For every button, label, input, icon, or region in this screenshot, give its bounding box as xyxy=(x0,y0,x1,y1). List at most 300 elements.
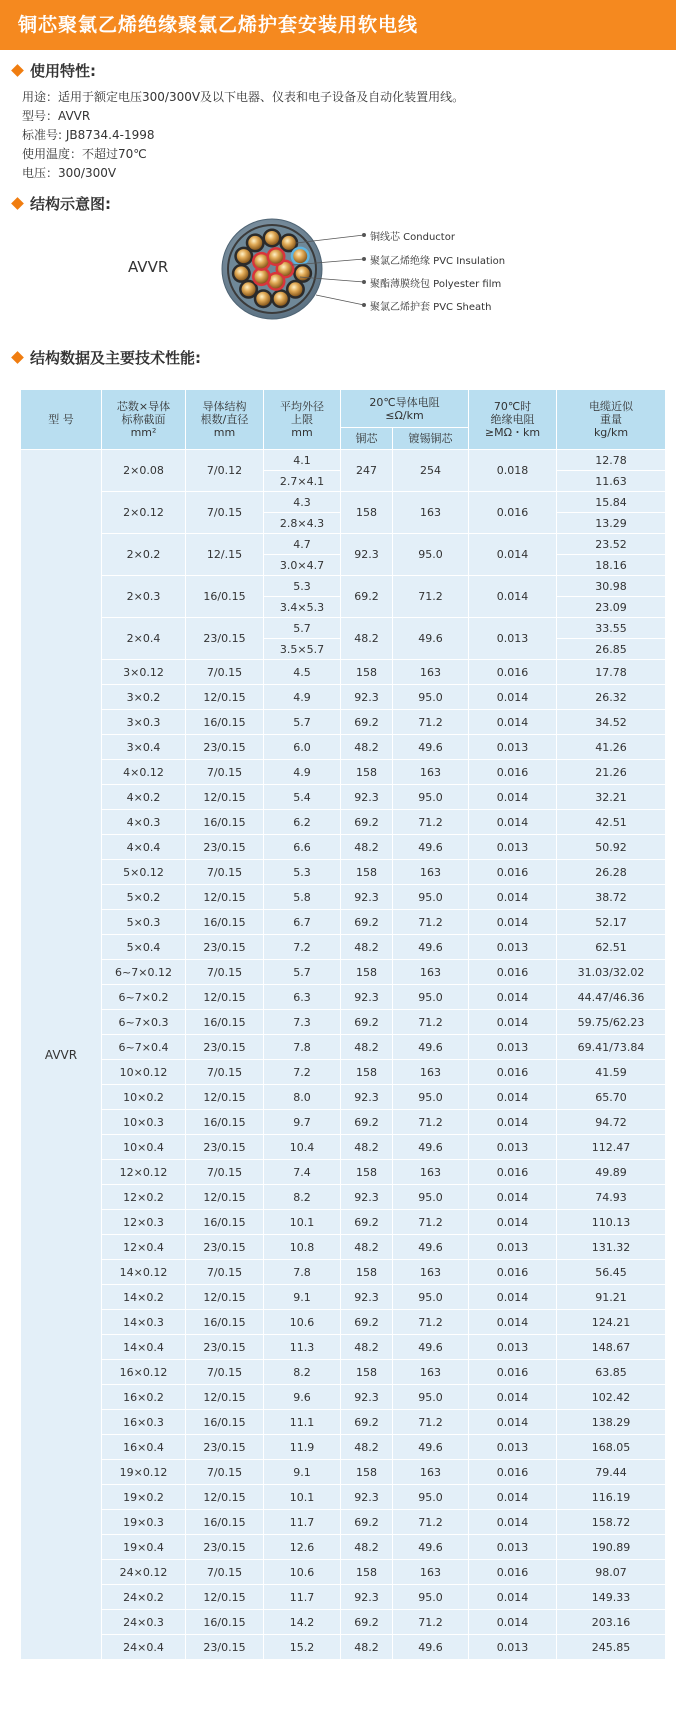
insulation-cell: 0.016 xyxy=(469,660,557,685)
weight-cell: 63.85 xyxy=(557,1360,666,1385)
cable-diagram-svg xyxy=(0,215,676,325)
diamond-bullet-icon xyxy=(11,64,24,77)
copper-resistance-cell: 92.3 xyxy=(341,785,393,810)
diamond-bullet-icon xyxy=(11,197,24,210)
table-row xyxy=(21,450,666,471)
weight-cell: 62.51 xyxy=(557,935,666,960)
table-row xyxy=(21,1310,666,1335)
spec-table-body xyxy=(21,450,666,1660)
header-cores: 芯数×导体 标称截面 mm² xyxy=(102,390,186,450)
spec-cell: 16×0.12 xyxy=(102,1360,186,1385)
copper-resistance-cell: 92.3 xyxy=(341,1385,393,1410)
table-row xyxy=(21,492,666,513)
structure-cell: 16/0.15 xyxy=(186,1010,264,1035)
structure-cell: 7/0.15 xyxy=(186,760,264,785)
diameter-cell: 7.8 xyxy=(264,1035,341,1060)
diameter-cell: 6.3 xyxy=(264,985,341,1010)
spec-cell: 5×0.12 xyxy=(102,860,186,885)
spec-list xyxy=(22,88,464,183)
structure-cell: 7/0.15 xyxy=(186,860,264,885)
diameter-cell: 5.3 xyxy=(264,860,341,885)
tinned-resistance-cell: 71.2 xyxy=(393,910,469,935)
weight-cell: 38.72 xyxy=(557,885,666,910)
spec-table-wrapper xyxy=(20,389,665,1660)
weight-cell: 17.78 xyxy=(557,660,666,685)
copper-resistance-cell: 92.3 xyxy=(341,534,393,576)
structure-cell: 7/0.15 xyxy=(186,1160,264,1185)
table-row xyxy=(21,1135,666,1160)
weight-cell: 52.17 xyxy=(557,910,666,935)
structure-cell: 23/0.15 xyxy=(186,1535,264,1560)
spec-cell: 14×0.12 xyxy=(102,1260,186,1285)
copper-resistance-cell: 48.2 xyxy=(341,618,393,660)
spec-cell: 2×0.3 xyxy=(102,576,186,618)
callout-conductor: 铜线芯 Conductor xyxy=(370,232,455,243)
tinned-resistance-cell: 95.0 xyxy=(393,1085,469,1110)
insulation-cell: 0.014 xyxy=(469,1610,557,1635)
copper-core xyxy=(234,266,248,280)
spec-cell: 2×0.08 xyxy=(102,450,186,492)
diameter-cell: 12.6 xyxy=(264,1535,341,1560)
weight-cell: 98.07 xyxy=(557,1560,666,1585)
model-cell: AVVR xyxy=(21,450,102,1660)
weight-cell: 15.84 xyxy=(557,492,666,513)
copper-resistance-cell: 48.2 xyxy=(341,1335,393,1360)
table-row xyxy=(21,1110,666,1135)
tinned-resistance-cell: 49.6 xyxy=(393,1635,469,1660)
diameter-cell: 7.2 xyxy=(264,1060,341,1085)
insulation-cell: 0.014 xyxy=(469,1210,557,1235)
table-row xyxy=(21,935,666,960)
structure-cell: 7/0.15 xyxy=(186,1260,264,1285)
copper-resistance-cell: 92.3 xyxy=(341,685,393,710)
copper-core xyxy=(248,236,262,250)
table-row xyxy=(21,1235,666,1260)
structure-cell: 7/0.15 xyxy=(186,1060,264,1085)
weight-cell: 12.78 xyxy=(557,450,666,471)
diameter-cell: 11.1 xyxy=(264,1410,341,1435)
diameter-cell: 14.2 xyxy=(264,1610,341,1635)
spec-cell: 12×0.4 xyxy=(102,1235,186,1260)
weight-cell: 23.52 xyxy=(557,534,666,555)
weight-cell: 59.75/62.23 xyxy=(557,1010,666,1035)
table-row xyxy=(21,576,666,597)
diameter-cell: 2.7×4.1 xyxy=(264,471,341,492)
tinned-resistance-cell: 95.0 xyxy=(393,534,469,576)
structure-cell: 7/0.15 xyxy=(186,1460,264,1485)
structure-cell: 12/0.15 xyxy=(186,1085,264,1110)
table-row xyxy=(21,1435,666,1460)
insulation-cell: 0.014 xyxy=(469,1585,557,1610)
spec-cell: 19×0.2 xyxy=(102,1485,186,1510)
section-structure xyxy=(10,193,111,214)
insulation-cell: 0.013 xyxy=(469,1635,557,1660)
weight-cell: 94.72 xyxy=(557,1110,666,1135)
table-row xyxy=(21,835,666,860)
spec-cell: 6~7×0.3 xyxy=(102,1010,186,1035)
weight-cell: 124.21 xyxy=(557,1310,666,1335)
tinned-resistance-cell: 71.2 xyxy=(393,1110,469,1135)
diameter-cell: 15.2 xyxy=(264,1635,341,1660)
structure-cell: 23/0.15 xyxy=(186,835,264,860)
tinned-resistance-cell: 95.0 xyxy=(393,785,469,810)
copper-core xyxy=(288,282,302,296)
insulation-cell: 0.014 xyxy=(469,1185,557,1210)
table-row xyxy=(21,735,666,760)
table-row xyxy=(21,1410,666,1435)
copper-resistance-cell: 69.2 xyxy=(341,810,393,835)
table-row xyxy=(21,1360,666,1385)
header-res-copper: 铜芯 xyxy=(341,428,393,450)
diameter-cell: 11.7 xyxy=(264,1585,341,1610)
diameter-cell: 10.4 xyxy=(264,1135,341,1160)
diameter-cell: 9.1 xyxy=(264,1460,341,1485)
tinned-resistance-cell: 49.6 xyxy=(393,735,469,760)
table-row xyxy=(21,660,666,685)
insulation-cell: 0.016 xyxy=(469,1060,557,1085)
spec-cell: 4×0.2 xyxy=(102,785,186,810)
spec-cell: 16×0.3 xyxy=(102,1410,186,1435)
spec-cell: 24×0.3 xyxy=(102,1610,186,1635)
spec-cell: 12×0.3 xyxy=(102,1210,186,1235)
tinned-resistance-cell: 71.2 xyxy=(393,1210,469,1235)
insulation-cell: 0.014 xyxy=(469,1485,557,1510)
insulation-cell: 0.016 xyxy=(469,860,557,885)
header-model: 型 号 xyxy=(21,390,102,450)
copper-resistance-cell: 158 xyxy=(341,860,393,885)
structure-cell: 7/0.15 xyxy=(186,960,264,985)
weight-cell: 112.47 xyxy=(557,1135,666,1160)
diameter-cell: 7.3 xyxy=(264,1010,341,1035)
diameter-cell: 9.1 xyxy=(264,1285,341,1310)
spec-cell: 4×0.3 xyxy=(102,810,186,835)
copper-resistance-cell: 48.2 xyxy=(341,835,393,860)
tinned-resistance-cell: 95.0 xyxy=(393,985,469,1010)
diameter-cell: 4.9 xyxy=(264,685,341,710)
insulation-cell: 0.014 xyxy=(469,985,557,1010)
diameter-cell: 9.7 xyxy=(264,1110,341,1135)
spec-cell: 24×0.2 xyxy=(102,1585,186,1610)
spec-table xyxy=(20,389,666,1660)
insulation-cell: 0.014 xyxy=(469,534,557,576)
weight-cell: 131.32 xyxy=(557,1235,666,1260)
weight-cell: 50.92 xyxy=(557,835,666,860)
copper-core xyxy=(237,249,251,263)
spec-cell: 3×0.2 xyxy=(102,685,186,710)
tinned-resistance-cell: 49.6 xyxy=(393,835,469,860)
copper-resistance-cell: 48.2 xyxy=(341,1135,393,1160)
table-row xyxy=(21,1535,666,1560)
diameter-cell: 4.9 xyxy=(264,760,341,785)
header-res-tinned: 镀锡铜芯 xyxy=(393,428,469,450)
copper-core xyxy=(254,254,268,268)
page-title: 铜芯聚氯乙烯绝缘聚氯乙烯护套安装用软电线 xyxy=(0,0,676,50)
insulation-cell: 0.013 xyxy=(469,735,557,760)
copper-resistance-cell: 92.3 xyxy=(341,1185,393,1210)
weight-cell: 11.63 xyxy=(557,471,666,492)
table-row xyxy=(21,710,666,735)
table-row xyxy=(21,885,666,910)
spec-cell: 3×0.4 xyxy=(102,735,186,760)
weight-cell: 102.42 xyxy=(557,1385,666,1410)
copper-core xyxy=(282,236,296,250)
structure-cell: 12/0.15 xyxy=(186,1185,264,1210)
diameter-cell: 10.6 xyxy=(264,1310,341,1335)
table-row xyxy=(21,1610,666,1635)
copper-resistance-cell: 48.2 xyxy=(341,1635,393,1660)
structure-cell: 16/0.15 xyxy=(186,710,264,735)
table-row xyxy=(21,1035,666,1060)
spec-cell: 5×0.2 xyxy=(102,885,186,910)
structure-cell: 23/0.15 xyxy=(186,935,264,960)
insulation-cell: 0.014 xyxy=(469,576,557,618)
structure-cell: 7/0.15 xyxy=(186,660,264,685)
callout-sheath: 聚氯乙烯护套 PVC Sheath xyxy=(370,302,492,313)
table-row xyxy=(21,1010,666,1035)
insulation-cell: 0.014 xyxy=(469,1010,557,1035)
diameter-cell: 7.2 xyxy=(264,935,341,960)
copper-resistance-cell: 92.3 xyxy=(341,1085,393,1110)
table-row xyxy=(21,1335,666,1360)
copper-resistance-cell: 158 xyxy=(341,1060,393,1085)
diameter-cell: 6.0 xyxy=(264,735,341,760)
table-row xyxy=(21,1560,666,1585)
tinned-resistance-cell: 163 xyxy=(393,1060,469,1085)
insulation-cell: 0.013 xyxy=(469,618,557,660)
weight-cell: 74.93 xyxy=(557,1185,666,1210)
tinned-resistance-cell: 95.0 xyxy=(393,885,469,910)
tinned-resistance-cell: 163 xyxy=(393,760,469,785)
weight-cell: 65.70 xyxy=(557,1085,666,1110)
tinned-resistance-cell: 71.2 xyxy=(393,1610,469,1635)
insulation-cell: 0.013 xyxy=(469,1235,557,1260)
insulation-cell: 0.016 xyxy=(469,960,557,985)
structure-cell: 23/0.15 xyxy=(186,618,264,660)
weight-cell: 190.89 xyxy=(557,1535,666,1560)
spec-cell: 19×0.4 xyxy=(102,1535,186,1560)
tinned-resistance-cell: 163 xyxy=(393,1460,469,1485)
table-row xyxy=(21,1385,666,1410)
header-structure: 导体结构 根数/直径 mm xyxy=(186,390,264,450)
insulation-cell: 0.013 xyxy=(469,935,557,960)
weight-cell: 49.89 xyxy=(557,1160,666,1185)
spec-cell: 10×0.3 xyxy=(102,1110,186,1135)
structure-cell: 7/0.15 xyxy=(186,1360,264,1385)
weight-cell: 148.67 xyxy=(557,1335,666,1360)
tinned-resistance-cell: 163 xyxy=(393,492,469,534)
copper-core xyxy=(269,274,283,288)
structure-cell: 12/0.15 xyxy=(186,785,264,810)
copper-resistance-cell: 69.2 xyxy=(341,1210,393,1235)
spec-cell: 2×0.12 xyxy=(102,492,186,534)
spec-cell: 4×0.4 xyxy=(102,835,186,860)
diameter-cell: 3.4×5.3 xyxy=(264,597,341,618)
spec-cell: 10×0.12 xyxy=(102,1060,186,1085)
structure-cell: 16/0.15 xyxy=(186,910,264,935)
structure-cell: 23/0.15 xyxy=(186,1635,264,1660)
diameter-cell: 5.8 xyxy=(264,885,341,910)
insulation-cell: 0.014 xyxy=(469,1285,557,1310)
insulation-cell: 0.014 xyxy=(469,1310,557,1335)
tinned-resistance-cell: 95.0 xyxy=(393,1385,469,1410)
spec-line: 电压：300/300V xyxy=(22,166,117,180)
copper-resistance-cell: 158 xyxy=(341,1460,393,1485)
diameter-cell: 3.5×5.7 xyxy=(264,639,341,660)
weight-cell: 41.59 xyxy=(557,1060,666,1085)
structure-cell: 16/0.15 xyxy=(186,1410,264,1435)
structure-cell: 12/0.15 xyxy=(186,1385,264,1410)
weight-cell: 168.05 xyxy=(557,1435,666,1460)
table-row xyxy=(21,1185,666,1210)
header-weight: 电缆近似 重量 kg/km xyxy=(557,390,666,450)
spec-line: 使用温度：不超过70℃ xyxy=(22,147,147,161)
diameter-cell: 10.8 xyxy=(264,1235,341,1260)
diameter-cell: 8.0 xyxy=(264,1085,341,1110)
insulation-cell: 0.014 xyxy=(469,810,557,835)
copper-resistance-cell: 48.2 xyxy=(341,1535,393,1560)
spec-cell: 3×0.3 xyxy=(102,710,186,735)
insulation-cell: 0.016 xyxy=(469,1560,557,1585)
header-diameter: 平均外径 上限 mm xyxy=(264,390,341,450)
structure-cell: 23/0.15 xyxy=(186,735,264,760)
copper-resistance-cell: 247 xyxy=(341,450,393,492)
copper-resistance-cell: 158 xyxy=(341,660,393,685)
tinned-resistance-cell: 95.0 xyxy=(393,685,469,710)
copper-resistance-cell: 69.2 xyxy=(341,1610,393,1635)
weight-cell: 56.45 xyxy=(557,1260,666,1285)
section-data-label: 结构数据及主要技术性能: xyxy=(30,349,201,367)
structure-cell: 16/0.15 xyxy=(186,1210,264,1235)
copper-resistance-cell: 69.2 xyxy=(341,1410,393,1435)
weight-cell: 42.51 xyxy=(557,810,666,835)
table-row xyxy=(21,1260,666,1285)
spec-cell: 12×0.2 xyxy=(102,1185,186,1210)
weight-cell: 149.33 xyxy=(557,1585,666,1610)
table-row xyxy=(21,1510,666,1535)
copper-core xyxy=(254,270,268,284)
spec-line: 用途：适用于额定电压300/300V及以下电器、仪表和电子设备及自动化装置用线。 xyxy=(22,90,465,104)
insulation-cell: 0.016 xyxy=(469,1460,557,1485)
cable-icon xyxy=(222,219,322,319)
insulation-cell: 0.014 xyxy=(469,685,557,710)
diameter-cell: 7.4 xyxy=(264,1160,341,1185)
tinned-resistance-cell: 95.0 xyxy=(393,1585,469,1610)
diameter-cell: 11.3 xyxy=(264,1335,341,1360)
spec-cell: 3×0.12 xyxy=(102,660,186,685)
spec-cell: 6~7×0.2 xyxy=(102,985,186,1010)
insulation-cell: 0.014 xyxy=(469,1510,557,1535)
table-row xyxy=(21,1485,666,1510)
cable-cross-section-diagram xyxy=(0,215,676,325)
table-row xyxy=(21,1210,666,1235)
structure-cell: 16/0.15 xyxy=(186,1510,264,1535)
structure-cell: 23/0.15 xyxy=(186,1135,264,1160)
insulation-cell: 0.013 xyxy=(469,835,557,860)
spec-cell: 5×0.4 xyxy=(102,935,186,960)
copper-core xyxy=(242,282,256,296)
structure-cell: 16/0.15 xyxy=(186,1610,264,1635)
diameter-cell: 4.3 xyxy=(264,492,341,513)
copper-resistance-cell: 158 xyxy=(341,1160,393,1185)
insulation-cell: 0.013 xyxy=(469,1535,557,1560)
table-row xyxy=(21,1585,666,1610)
diameter-cell: 8.2 xyxy=(264,1185,341,1210)
section-data xyxy=(10,347,201,368)
copper-resistance-cell: 158 xyxy=(341,960,393,985)
weight-cell: 110.13 xyxy=(557,1210,666,1235)
spec-cell: 10×0.4 xyxy=(102,1135,186,1160)
tinned-resistance-cell: 49.6 xyxy=(393,1135,469,1160)
diamond-bullet-icon xyxy=(11,351,24,364)
copper-resistance-cell: 48.2 xyxy=(341,935,393,960)
copper-resistance-cell: 92.3 xyxy=(341,985,393,1010)
spec-cell: 6~7×0.12 xyxy=(102,960,186,985)
tinned-resistance-cell: 254 xyxy=(393,450,469,492)
weight-cell: 18.16 xyxy=(557,555,666,576)
tinned-resistance-cell: 95.0 xyxy=(393,1285,469,1310)
tinned-resistance-cell: 163 xyxy=(393,1360,469,1385)
weight-cell: 138.29 xyxy=(557,1410,666,1435)
copper-resistance-cell: 158 xyxy=(341,1560,393,1585)
header-insulation: 70℃时 绝缘电阻 ≥MΩ・km xyxy=(469,390,557,450)
diameter-cell: 5.4 xyxy=(264,785,341,810)
weight-cell: 26.32 xyxy=(557,685,666,710)
tinned-resistance-cell: 163 xyxy=(393,1560,469,1585)
structure-cell: 7/0.15 xyxy=(186,492,264,534)
weight-cell: 23.09 xyxy=(557,597,666,618)
table-row xyxy=(21,1160,666,1185)
tinned-resistance-cell: 163 xyxy=(393,1160,469,1185)
insulation-cell: 0.014 xyxy=(469,910,557,935)
tinned-resistance-cell: 71.2 xyxy=(393,1410,469,1435)
structure-cell: 23/0.15 xyxy=(186,1335,264,1360)
spec-cell: 10×0.2 xyxy=(102,1085,186,1110)
structure-cell: 23/0.15 xyxy=(186,1035,264,1060)
table-row xyxy=(21,534,666,555)
spec-cell: 6~7×0.4 xyxy=(102,1035,186,1060)
structure-cell: 12/0.15 xyxy=(186,1285,264,1310)
copper-resistance-cell: 69.2 xyxy=(341,1010,393,1035)
copper-resistance-cell: 69.2 xyxy=(341,1310,393,1335)
structure-cell: 12/0.15 xyxy=(186,885,264,910)
diagram-model-label: AVVR xyxy=(128,258,169,276)
weight-cell: 30.98 xyxy=(557,576,666,597)
tinned-resistance-cell: 49.6 xyxy=(393,1335,469,1360)
table-row xyxy=(21,1285,666,1310)
structure-cell: 12/.15 xyxy=(186,534,264,576)
spec-cell: 14×0.2 xyxy=(102,1285,186,1310)
spec-line: 型号：AVVR xyxy=(22,109,91,123)
tinned-resistance-cell: 163 xyxy=(393,860,469,885)
diameter-cell: 10.1 xyxy=(264,1485,341,1510)
insulation-cell: 0.014 xyxy=(469,885,557,910)
weight-cell: 21.26 xyxy=(557,760,666,785)
tinned-resistance-cell: 95.0 xyxy=(393,1485,469,1510)
table-row xyxy=(21,760,666,785)
copper-resistance-cell: 158 xyxy=(341,760,393,785)
table-row xyxy=(21,785,666,810)
insulation-cell: 0.013 xyxy=(469,1435,557,1460)
diameter-cell: 5.7 xyxy=(264,960,341,985)
copper-resistance-cell: 48.2 xyxy=(341,735,393,760)
weight-cell: 26.28 xyxy=(557,860,666,885)
diameter-cell: 4.1 xyxy=(264,450,341,471)
copper-resistance-cell: 69.2 xyxy=(341,576,393,618)
insulation-cell: 0.014 xyxy=(469,1410,557,1435)
structure-cell: 23/0.15 xyxy=(186,1235,264,1260)
tinned-resistance-cell: 163 xyxy=(393,660,469,685)
spec-cell: 19×0.12 xyxy=(102,1460,186,1485)
